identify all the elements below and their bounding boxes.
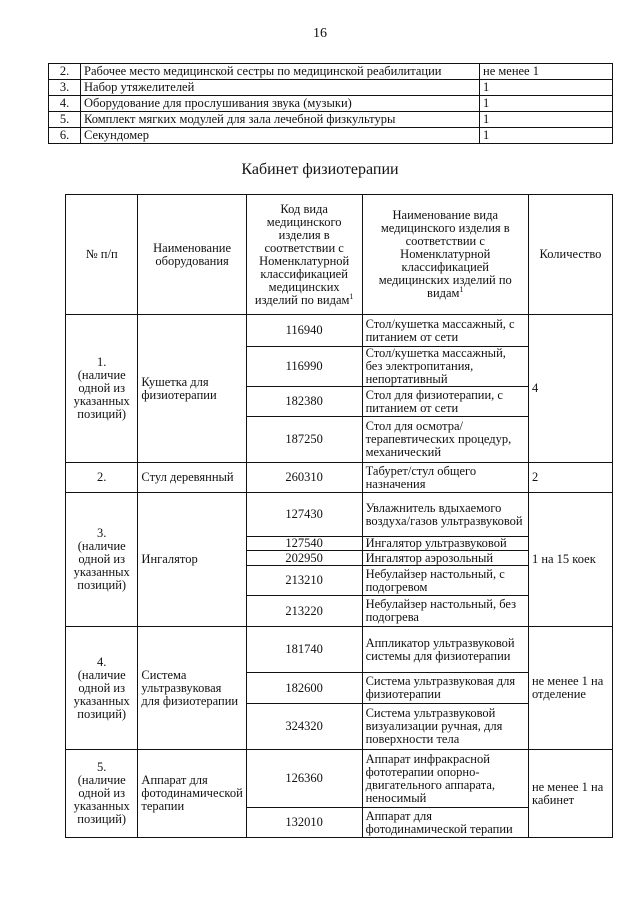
device-kind: Небулайзер настольный, с подогревом [362, 566, 528, 596]
group-number-cell [66, 750, 138, 838]
device-code: 213220 [246, 596, 362, 627]
device-code: 324320 [246, 704, 362, 750]
row-name: Комплект мягких модулей для зала лечебной физкультуры [81, 112, 480, 128]
group-number: 3. [97, 526, 107, 540]
device-code: 202950 [246, 551, 362, 566]
row-qty: 1 [480, 80, 613, 96]
row-qty: не менее 1 [480, 64, 613, 80]
equipment-list-continued [48, 63, 613, 144]
header-kind-text: Наименование вида медицинского изделия в соответствии с Номенклатурной классификацией медицинских изделий по видам [378, 208, 512, 300]
equipment-name: Аппарат для фотодинамической терапии [138, 750, 246, 838]
group-number-cell [66, 627, 138, 750]
header-equipment: Наименование оборудования [138, 195, 246, 315]
quantity: 1 на 15 коек [528, 493, 612, 627]
table-row [49, 64, 613, 80]
group-number: 5. [97, 760, 107, 774]
device-code: 182380 [246, 387, 362, 417]
device-kind: Система ультразвуковая для физиотерапии [362, 673, 528, 704]
group-number-cell [66, 315, 138, 463]
table-row [66, 627, 613, 673]
quantity: не менее 1 на отделение [528, 627, 612, 750]
device-kind: Стол/кушетка массажный, с питанием от сети [362, 315, 528, 347]
equipment-name: Система ультразвуковая для физиотерапии [138, 627, 246, 750]
row-number: 4. [49, 96, 81, 112]
group-note: (наличие одной из указанных позиций) [73, 773, 130, 826]
device-kind: Небулайзер настольный, без подогрева [362, 596, 528, 627]
group-number-cell [66, 463, 138, 493]
header-kind [362, 195, 528, 315]
header-kind-footnote: 1 [459, 284, 464, 294]
table-row [49, 96, 613, 112]
page-number: 16 [313, 26, 327, 41]
device-code: 126360 [246, 750, 362, 808]
header-num: № п/п [66, 195, 138, 315]
group-note: (наличие одной из указанных позиций) [73, 667, 130, 721]
device-kind: Аппликатор ультразвуковой системы для физиотерапии [362, 627, 528, 673]
device-kind: Аппарат инфракрасной фототерапии опорно-двигательного аппарата, неносимый [362, 750, 528, 808]
table-row [66, 750, 613, 808]
group-number: 2. [97, 470, 107, 484]
row-name: Секундомер [81, 128, 480, 144]
header-qty: Количество [528, 195, 612, 315]
device-kind: Стол для осмотра/терапевтических процедур, механический [362, 417, 528, 463]
table-row [49, 80, 613, 96]
row-number: 2. [49, 64, 81, 80]
table-row [66, 493, 613, 537]
header-code [246, 195, 362, 315]
device-code: 260310 [246, 463, 362, 493]
row-name: Набор утяжелителей [81, 80, 480, 96]
group-number: 4. [97, 654, 107, 669]
row-number: 5. [49, 112, 81, 128]
device-kind: Ингалятор аэрозольный [362, 551, 528, 566]
quantity: не менее 1 на кабинет [528, 750, 612, 838]
row-qty: 1 [480, 112, 613, 128]
row-number: 6. [49, 128, 81, 144]
device-kind: Система ультразвуковой визуализации ручная, для поверхности тела [362, 704, 528, 750]
row-name: Рабочее место медицинской сестры по медицинской реабилитации [81, 64, 480, 80]
device-code: 127430 [246, 493, 362, 537]
table-row [49, 112, 613, 128]
group-number-cell [66, 493, 138, 627]
quantity: 4 [528, 315, 612, 463]
row-number: 3. [49, 80, 81, 96]
table-row [66, 315, 613, 347]
device-code: 187250 [246, 417, 362, 463]
row-qty: 1 [480, 128, 613, 144]
device-kind: Ингалятор ультразвуковой [362, 537, 528, 551]
device-code: 116990 [246, 347, 362, 387]
device-code: 182600 [246, 673, 362, 704]
row-qty: 1 [480, 96, 613, 112]
group-number: 1. [97, 355, 107, 369]
device-kind: Стол/кушетка массажный, без электропитания, непортативный [362, 347, 528, 387]
header-code-footnote: 1 [349, 291, 354, 301]
group-note: (наличие одной из указанных позиций) [73, 539, 130, 592]
physiotherapy-equipment-table [65, 194, 613, 838]
header-code-text: Код вида медицинского изделия в соответствии с Номенклатурной классификацией медицинских изделий по видам [254, 201, 350, 307]
table-row [66, 463, 613, 493]
device-kind: Стол для физиотерапии, с питанием от сети [362, 387, 528, 417]
group-note: (наличие одной из указанных позиций) [73, 368, 130, 421]
equipment-name: Стул деревянный [138, 463, 246, 493]
device-code: 116940 [246, 315, 362, 347]
device-code: 127540 [246, 537, 362, 551]
device-kind: Увлажнитель вдыхаемого воздуха/газов ультразвуковой [362, 493, 528, 537]
device-kind: Табурет/стул общего назначения [362, 463, 528, 493]
device-kind: Аппарат для фотодинамической терапии [362, 808, 528, 838]
row-name: Оборудование для прослушивания звука (музыки) [81, 96, 480, 112]
equipment-name: Кушетка для физиотерапии [138, 315, 246, 463]
quantity: 2 [528, 463, 612, 493]
table-row [49, 128, 613, 144]
device-code: 132010 [246, 808, 362, 838]
device-code: 181740 [246, 627, 362, 673]
equipment-name: Ингалятор [138, 493, 246, 627]
device-code: 213210 [246, 566, 362, 596]
section-title: Кабинет физиотерапии [241, 161, 399, 178]
